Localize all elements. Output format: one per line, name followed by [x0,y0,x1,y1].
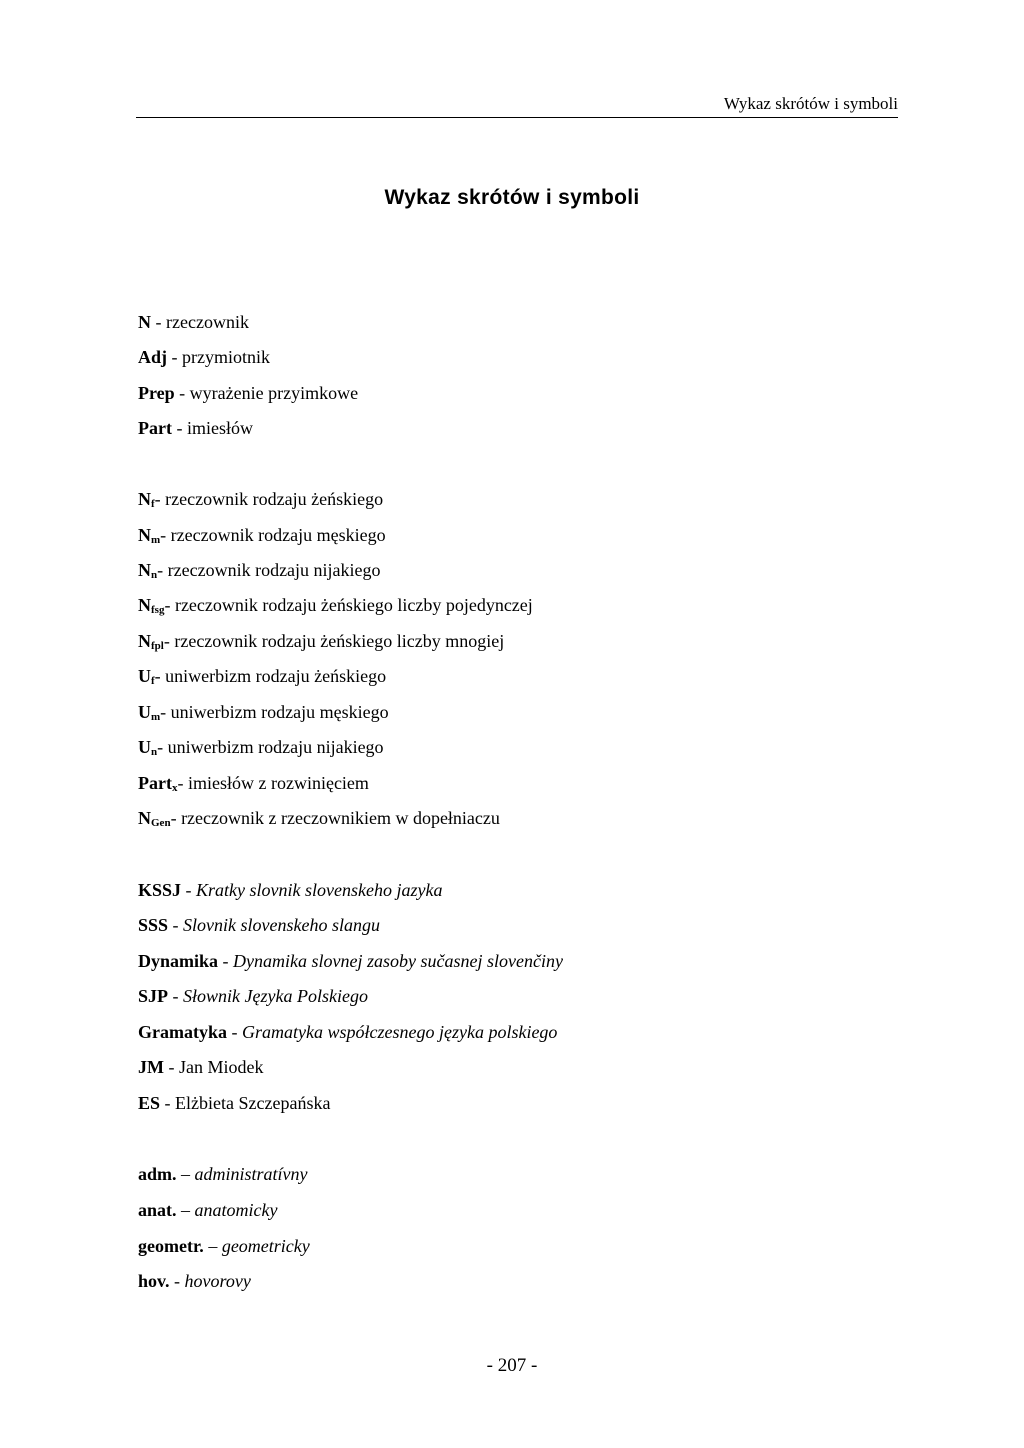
symbol-subscript: fpl [151,640,164,652]
definition: uniwerbizm rodzaju męskiego [170,702,389,722]
symbol-base: N [138,525,151,545]
separator: - [160,1093,176,1113]
abbreviation-entry [138,418,253,439]
abbreviation: anat. [138,1200,177,1220]
definition: wyrażenie przyimkowe [189,383,359,403]
symbol-subscript: n [151,746,158,758]
symbol-subscript: Gen [151,817,171,829]
abbreviation: Adj [138,347,168,367]
definition: imiesłów [186,418,253,438]
symbol [138,525,160,545]
separator: - [154,489,166,509]
symbol-entry [138,666,386,687]
separator: - [160,525,171,545]
separator: – [176,1200,195,1220]
symbol-subscript: x [171,782,178,794]
separator: - [227,1022,242,1042]
symbol [138,489,155,509]
definition: uniwerbizm rodzaju nijakiego [167,737,384,757]
source-entry [138,1093,330,1114]
symbol-base: N [138,595,151,615]
page-title: Wykaz skrótów i symboli [384,186,640,209]
separator: - [163,631,175,651]
definition: hovorovy [184,1271,251,1291]
qualifier-entry [138,1236,310,1257]
symbol-base: N [138,808,151,828]
symbol-entry [138,702,389,723]
abbreviation: SJP [138,986,169,1006]
symbol-entry [138,595,533,616]
abbreviation-entry [138,383,358,404]
symbol-entry [138,773,369,794]
symbol-subscript: fsg [151,604,165,616]
qualifier-entry [138,1164,308,1185]
separator: - [164,595,175,615]
separator: - [160,702,171,722]
symbol [138,808,171,828]
symbol [138,631,164,651]
symbol [138,595,164,615]
separator: - [169,1271,185,1291]
definition: rzeczownik rodzaju żeńskiego liczby pojedynczej [174,595,533,615]
definition: geometricky [221,1236,310,1256]
separator: - [181,880,197,900]
abbreviation: Prep [138,383,175,403]
definition: rzeczownik rodzaju żeńskiego [165,489,384,509]
definition: Slovnik slovenskeho slangu [183,915,381,935]
abbreviation-entry [138,312,249,333]
symbol-base: N [138,489,151,509]
symbol-entry [138,525,386,546]
definition: przymiotnik [182,347,271,367]
definition: rzeczownik rodzaju żeńskiego liczby mnogiej [174,631,505,651]
definition: uniwerbizm rodzaju żeńskiego [165,666,387,686]
source-entry [138,951,563,972]
definition: Słownik Języka Polskiego [183,986,368,1006]
symbol-base: U [138,737,151,757]
definition: administratívny [194,1164,308,1184]
symbol [138,702,160,722]
abbreviation-entry [138,347,270,368]
source-entry [138,880,442,901]
source-entry [138,915,380,936]
separator: - [168,915,184,935]
definition: Dynamika slovnej zasoby sučasnej slovenčiny [233,951,563,971]
abbreviation: Gramatyka [138,1022,227,1042]
qualifier-entry [138,1271,251,1292]
symbol-entry [138,808,500,829]
source-entry [138,1022,557,1043]
symbol-entry [138,631,504,652]
abbreviation: hov. [138,1271,170,1291]
separator: - [218,951,234,971]
separator: – [176,1164,195,1184]
abbreviation: adm. [138,1164,177,1184]
separator: - [171,418,187,438]
abbreviation: N [138,312,151,332]
definition: rzeczownik z rzeczownikiem w dopełniaczu [181,808,500,828]
abbreviation: geometr. [138,1236,204,1256]
symbol-subscript: f [151,498,155,510]
symbol [138,737,157,757]
definition: rzeczownik rodzaju męskiego [170,525,386,545]
symbol-entry [138,489,383,510]
symbol-subscript: f [151,675,155,687]
definition: anatomicky [194,1200,278,1220]
symbol-base: N [138,560,151,580]
abbreviation: ES [138,1093,161,1113]
symbol-base: U [138,666,151,686]
symbol-entry [138,560,381,581]
separator: - [167,347,183,367]
separator: - [164,1057,179,1077]
running-header: Wykaz skrótów i symboli [136,94,898,118]
definition: imiesłów z rozwinięciem [187,773,369,793]
separator: - [151,312,166,332]
symbol-base: Part [138,773,172,793]
abbreviation: Dynamika [138,951,219,971]
symbol [138,773,177,793]
symbol-subscript: m [151,534,161,546]
symbol-base: U [138,702,151,722]
symbol [138,560,157,580]
separator: - [154,666,166,686]
symbol-subscript: m [151,711,161,723]
separator: - [170,808,182,828]
definition: rzeczownik rodzaju nijakiego [167,560,381,580]
separator: – [203,1236,222,1256]
separator: - [157,737,168,757]
separator: - [174,383,190,403]
symbol [138,666,155,686]
abbreviation: KSSJ [138,880,182,900]
symbol-subscript: n [151,569,158,581]
definition: Jan Miodek [179,1057,264,1077]
symbol-base: N [138,631,151,651]
definition: Kratky slovnik slovenskeho jazyka [196,880,443,900]
source-entry [138,986,368,1007]
abbreviation: Part [138,418,172,438]
source-entry [138,1057,264,1078]
separator: - [157,560,168,580]
separator: - [168,986,184,1006]
definition: Gramatyka współczesnego języka polskiego [242,1022,558,1042]
abbreviation: JM [138,1057,164,1077]
page-number: - 207 - [486,1355,538,1376]
definition: Elżbieta Szczepańska [175,1093,331,1113]
qualifier-entry [138,1200,277,1221]
abbreviation: SSS [138,915,169,935]
symbol-entry [138,737,384,758]
separator: - [177,773,188,793]
definition: rzeczownik [166,312,249,332]
